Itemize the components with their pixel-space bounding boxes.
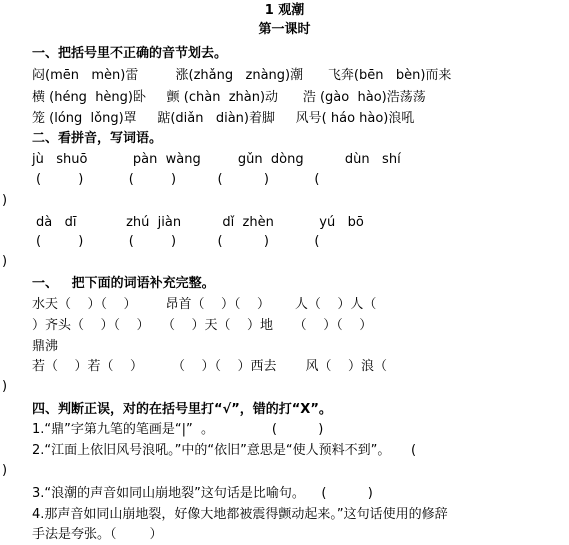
s1-line: 横 (héng hèng)卧 颤 (chàn zhàn)动 浩 (gào hào)浩荡荡 <box>32 90 426 105</box>
fill-line: 鼎沸 <box>32 339 59 354</box>
answer-paren-tail: ) <box>2 254 8 269</box>
fill-line-tail: ) <box>2 379 8 394</box>
judge-question-tail: ) <box>2 463 8 478</box>
judge-question-cont: 手法是夸张。（ ） <box>32 527 163 542</box>
section2-heading: 二、看拼音，写词语。 <box>32 131 163 146</box>
s1-line: 闷(mēn mèn)雷 涨(zhǎng znàng)潮 飞奔(bēn bèn)而来 <box>32 68 452 83</box>
judge-question: 1.“鼎”字第九笔的笔画是“|” 。 ( ) <box>32 422 324 437</box>
page-title: 1 观潮 <box>264 3 305 18</box>
answer-paren-row: ( ) ( ) ( ) ( <box>36 234 320 249</box>
s1-line: 笼 (lóng lǒng)罩 踮(diǎn diàn)着脚 风号( háo hào)浪吼 <box>32 111 415 126</box>
section1-heading: 一、把括号里不正确的音节划去。 <box>32 46 228 61</box>
judge-question: 2.“江面上依旧风号浪吼。”中的“依旧”意思是“使人预料不到”。 ( <box>32 443 417 458</box>
page-subtitle: 第一课时 <box>258 22 311 37</box>
pinyin-row: dà dī zhú jiàn dǐ zhèn yú bō <box>36 215 364 230</box>
section4-heading: 四、判断正误，对的在括号里打“√”，错的打“X”。 <box>32 402 332 417</box>
section3-heading: 一、 把下面的词语补充完整。 <box>32 276 215 291</box>
judge-question: 4.那声音如同山崩地裂，好像大地都被震得颤动起来。”这句话使用的修辞 <box>32 507 448 522</box>
pinyin-row: jù shuō pàn wàng gǔn dòng dùn shí <box>32 152 401 167</box>
answer-paren-tail: ) <box>2 193 8 208</box>
fill-line: 水天（ ）（ ） 昂首（ ）（ ） 人（ ）人（ <box>32 297 377 312</box>
fill-line: 若（ ）若（ ） （ ）（ ）西去 风（ ）浪（ <box>32 359 387 374</box>
answer-paren-row: ( ) ( ) ( ) ( <box>36 172 320 187</box>
fill-line: ）齐头（ ）（ ） （ ）天（ ）地 （ ）（ ） <box>32 318 373 333</box>
judge-question: 3.“浪潮的声音如同山崩地裂”这句话是比喻句。 ( ) <box>32 486 373 501</box>
